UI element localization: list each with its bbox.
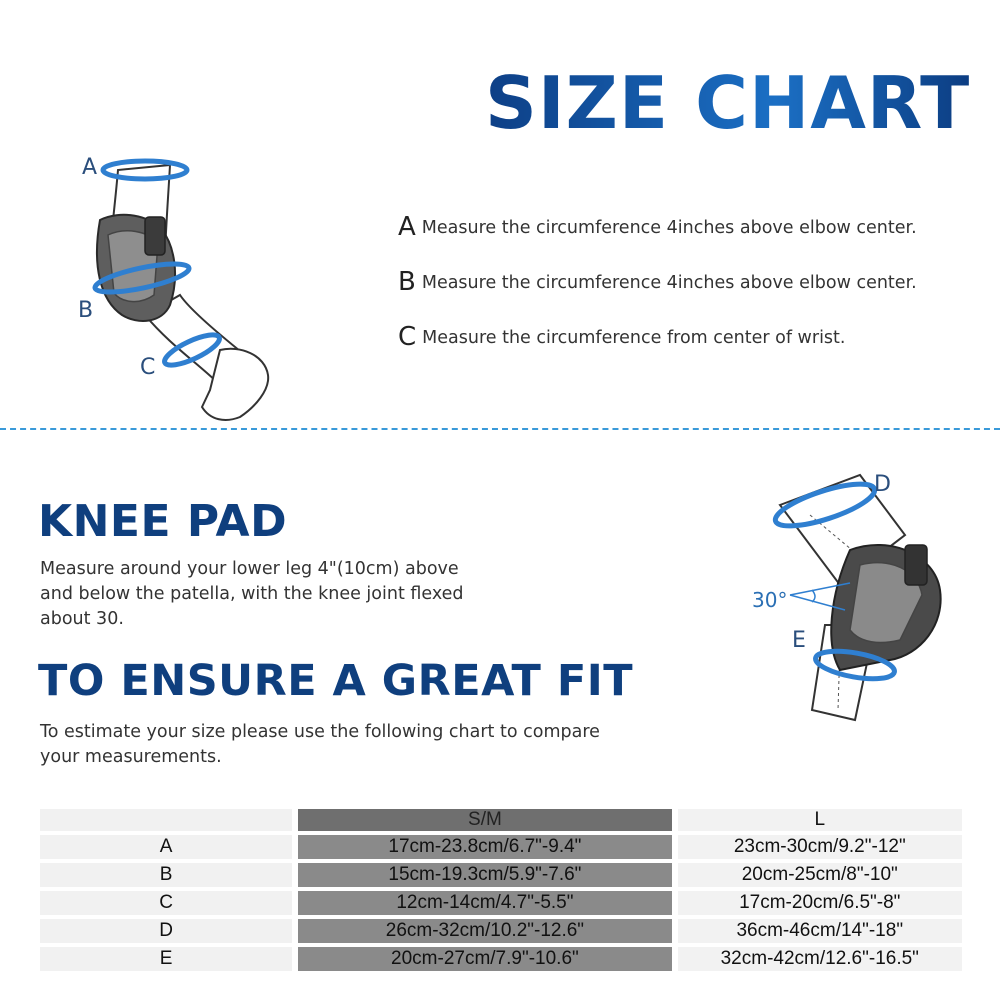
table-cell-sm: 17cm-23.8cm/6.7"-9.4" [298,835,671,859]
table-cell-sm: 26cm-32cm/10.2"-12.6" [298,919,671,943]
table-row [40,835,962,859]
knee-pad-text: Measure around your lower leg 4"(10cm) above and below the patella, with the knee joint flexed about 30. [40,559,464,629]
table-cell-l: 23cm-30cm/9.2"-12" [678,835,962,859]
table-row [40,947,962,971]
leg-label-e: E [792,628,806,653]
table-header-cell: L [678,809,962,831]
table-cell-label: E [40,947,292,971]
page-title: SIZE CHART [485,58,970,148]
arm-label-c: C [140,355,156,380]
table-cell-label: C [40,891,292,915]
measurement-letter: A [398,212,416,242]
measurement-text: Measure the circumference from center of wrist. [422,328,846,348]
fit-title: TO ENSURE A GREAT FIT [38,656,634,706]
table-cell-l: 32cm-42cm/12.6"-16.5" [678,947,962,971]
table-cell-label: B [40,863,292,887]
measurement-letter: B [398,267,416,297]
table-header-cell [40,809,292,831]
table-cell-l: 17cm-20cm/6.5"-8" [678,891,962,915]
arm-label-a: A [82,155,98,180]
elbow-pad-illustration [70,145,290,430]
angle-label: 30° [752,588,788,612]
measurement-text: Measure the circumference 4inches above elbow center. [421,273,917,293]
table-cell-l: 36cm-46cm/14"-18" [678,919,962,943]
fit-text: To estimate your size please use the following chart to compare your measurements. [40,722,600,767]
table-cell-sm: 15cm-19.3cm/5.9"-7.6" [298,863,671,887]
measurement-c [398,322,845,352]
measurement-b [398,267,917,297]
section-divider [0,428,1000,430]
table-cell-l: 20cm-25cm/8"-10" [678,863,962,887]
table-row [40,891,962,915]
table-cell-label: D [40,919,292,943]
table-cell-sm: 12cm-14cm/4.7"-5.5" [298,891,671,915]
size-table [40,805,962,975]
measurement-a [398,212,917,242]
arm-label-b: B [78,298,94,323]
table-cell-sm: 20cm-27cm/7.9"-10.6" [298,947,671,971]
table-row [40,919,962,943]
table-header-row [40,809,962,831]
knee-pad-title: KNEE PAD [38,496,288,547]
table-cell-label: A [40,835,292,859]
measurement-text: Measure the circumference 4inches above elbow center. [421,218,917,238]
measurement-letter: C [398,322,417,352]
leg-label-d: D [874,472,891,497]
table-header-cell: S/M [298,809,671,831]
table-row [40,863,962,887]
